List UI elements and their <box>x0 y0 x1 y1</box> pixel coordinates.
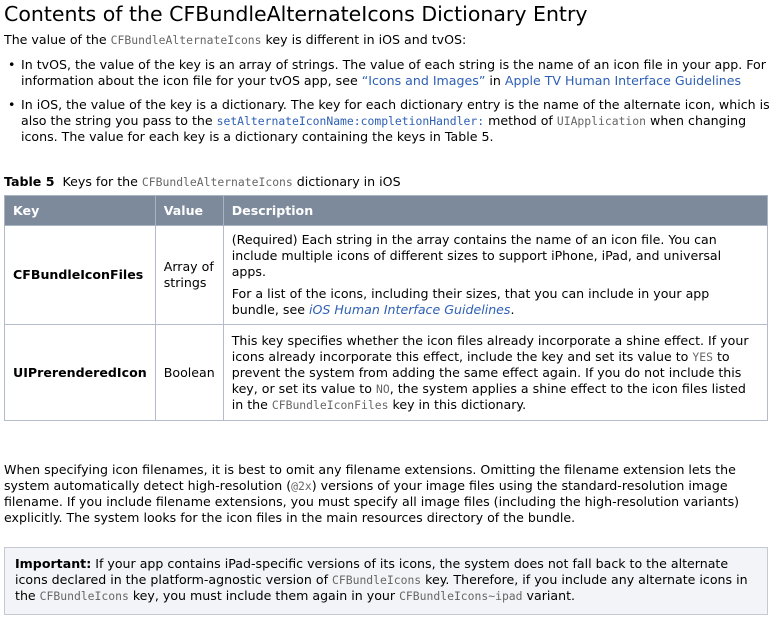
bullet-tvos <box>4 57 770 89</box>
set-alternate-icon-name-link[interactable]: setAlternateIconName:completionHandler: <box>216 114 485 128</box>
keys-table <box>4 195 768 421</box>
row-key: UIPrerenderedIcon <box>5 325 156 421</box>
intro-code: CFBundleAlternateIcons <box>110 33 262 47</box>
row-value: Boolean <box>155 325 223 421</box>
table-row <box>5 325 768 421</box>
yes-code: YES <box>692 349 713 364</box>
description-text: (Required) Each string in the array contains the name of an icon file. You can include multiple icons of different sizes to support iPhone, iPad, and universal apps. <box>231 232 722 279</box>
row-description <box>223 325 767 421</box>
bullet-text: In iOS, the value of the key is a dictionary. The key for each dictionary entry is the name of the alternate icon, which is also the string you pass to the <box>21 97 770 128</box>
caption-text: Keys for the <box>54 174 142 189</box>
description-text: . <box>510 302 515 317</box>
header-value: Value <box>155 196 223 226</box>
header-description: Description <box>223 196 767 226</box>
description-text: For a list of the icons, including their sizes, that you can include in your app bundle, see <box>231 286 710 317</box>
paragraph-text: When specifying icon filenames, it is best to omit any filename extensions. Omitting the filename extension lets the system automatically detect high-resolution ( <box>4 462 736 493</box>
table-row <box>5 226 768 325</box>
description-text <box>232 286 759 318</box>
table-caption <box>4 174 401 190</box>
header-key: Key <box>5 196 156 226</box>
note-code: CFBundleIcons <box>332 573 422 587</box>
bullet-icon: • <box>8 97 16 112</box>
description-text: key in this dictionary. <box>388 396 527 412</box>
note-text: key, you must include them again in your <box>128 588 400 603</box>
row-key: CFBundleIconFiles <box>5 226 156 325</box>
note-code: CFBundleIcons~ipad <box>399 589 523 603</box>
no-code: NO <box>375 381 390 396</box>
row-description <box>223 226 767 325</box>
note-text: key. Therefore, if you include any alternate icons in the <box>15 572 748 603</box>
note-code: CFBundleIcons <box>39 589 129 603</box>
caption-text-end: dictionary in iOS <box>292 174 401 189</box>
icons-and-images-link[interactable]: “Icons and Images” <box>361 73 486 88</box>
note-text: If your app contains iPad-specific versions of its icons, the system does not fall back to the alternate icons declared in the platform-agnostic version of <box>15 556 729 587</box>
table-label: Table 5 <box>4 174 55 189</box>
description-text: This key specifies whether the icon files already incorporate a shine effect. If your icons already incorporate this effect, include the key and set its value to <box>231 332 749 364</box>
description-text: , the system applies a shine effect to the icon files listed in the <box>231 380 746 412</box>
bullet-ios <box>4 97 770 145</box>
platform-bullet-list <box>4 57 770 153</box>
filenames-paragraph <box>4 462 768 526</box>
important-label: Important: <box>15 556 92 571</box>
bullet-text: in <box>485 73 505 88</box>
row-value: Array of strings <box>155 226 223 325</box>
important-note <box>4 547 768 615</box>
at2x-code: @2x <box>291 479 312 493</box>
intro-text-end: key is different in iOS and tvOS: <box>261 32 467 47</box>
bullet-text: method of <box>484 113 557 128</box>
caption-code: CFBundleAlternateIcons <box>141 175 293 189</box>
paragraph-text: ) versions of your image files using the standard-resolution image filename. If you include filename extensions, you must specify all image files (including the high-resolution variants) explicitly. The system looks for the icon files in the main resources directory of the bundle. <box>4 478 740 525</box>
intro-paragraph <box>4 32 466 48</box>
apple-tv-hig-link[interactable]: Apple TV Human Interface Guidelines <box>504 73 742 88</box>
ios-hig-link[interactable]: iOS Human Interface Guidelines <box>309 302 511 317</box>
intro-text: The value of the <box>4 32 111 47</box>
icon-files-code: CFBundleIconFiles <box>271 397 389 412</box>
note-text: variant. <box>522 588 576 603</box>
bullet-icon: • <box>8 57 16 72</box>
description-text: to prevent the system from adding the same effect again. If you do not include this key, or set its value to <box>231 348 742 396</box>
bullet-text: when changing icons. The value for each key is a dictionary containing the keys in Table 5. <box>21 113 747 144</box>
bullet-text: In tvOS, the value of the key is an array of strings. The value of each string is the name of an icon file in your app. For information about the icon file for your tvOS app, see <box>21 57 766 88</box>
page-title: Contents of the CFBundleAlternateIcons Dictionary Entry <box>4 2 588 26</box>
table-header-row <box>5 196 768 226</box>
uiapplication-code: UIApplication <box>556 114 647 128</box>
